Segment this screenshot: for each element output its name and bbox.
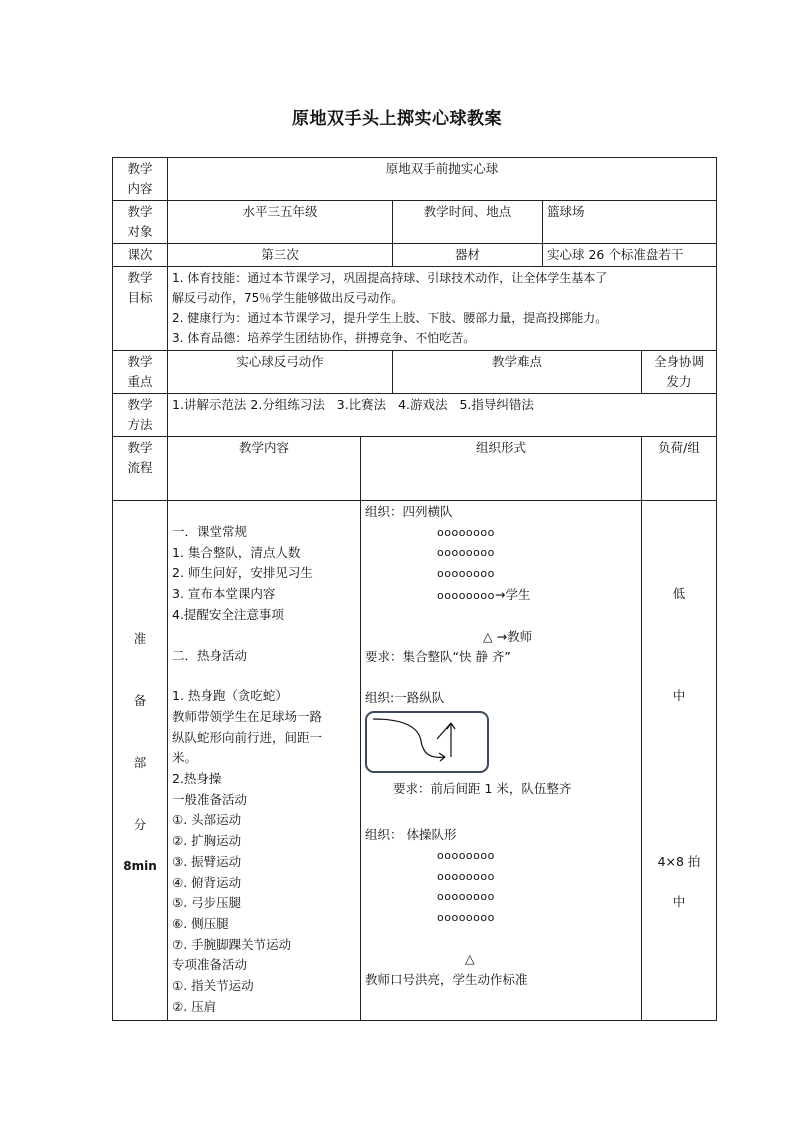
formation-row-4: oooooooo→学生	[437, 586, 531, 602]
teacher-marker: △ →教师	[483, 628, 533, 644]
requirement-1: 要求：集合整队“快 静 齐”	[365, 649, 511, 665]
label-lesson: 课次	[113, 244, 168, 267]
org-1-label: 组织：四列横队	[365, 504, 453, 519]
difficulty-value: 全身协调 发力	[642, 351, 717, 394]
prep-organization	[361, 501, 642, 1021]
content-value: 原地双手前抛实心球	[168, 158, 717, 201]
col-org-header: 组织形式	[361, 437, 642, 501]
target-value: 水平三五年级	[168, 201, 393, 244]
snake-path-icon	[367, 713, 487, 771]
goals-value	[168, 267, 717, 351]
snake-run-diagram	[365, 711, 489, 773]
equip-value: 实心球 26 个标准盘若干	[543, 244, 717, 267]
document-title: 原地双手头上掷实心球教案	[292, 109, 502, 129]
gym-row-2: oooooooo	[437, 869, 495, 883]
prep-part-label: 准 备 部 分 8min	[113, 501, 168, 1021]
label-methods: 教学 方法	[113, 394, 168, 437]
col-content-header: 教学内容	[168, 437, 361, 501]
row-target	[113, 201, 717, 244]
prep-content: 一．课堂常规 1. 集合整队，清点人数 2. 师生问好，安排见习生 3. 宣布本堂课内容 4.提醒安全注意事项 二．热身活动 1. 热身跑（贪吃蛇） 教师带领学生在足球场一路 纵队蛇形向前行进，间距一 米。 2.热身操 一般准备活动 ①. 头部运动 ②. 扩胸运动 ③. 振臂运动 ④. 俯背运动 ⑤. 弓步压腿 ⑥. 侧压腿 ⑦. 手腕脚踝关节运动 专项准备活动 ①. 指关节运动 ②. 压肩	[168, 501, 361, 1021]
lesson-plan-table	[112, 157, 717, 1021]
requirement-3: 教师口号洪亮，学生动作标准	[365, 971, 528, 987]
gym-row-1: oooooooo	[437, 849, 495, 863]
label-flow: 教学 流程	[113, 437, 168, 501]
time-place-label: 教学时间、地点	[393, 201, 543, 244]
formation-row-1: oooooooo	[437, 525, 495, 539]
row-key	[113, 351, 717, 394]
load-low: 低	[672, 586, 686, 601]
goal-1-cont: 解反弓动作，75％学生能够做出反弓动作。	[172, 291, 404, 305]
row-lesson	[113, 244, 717, 267]
label-content: 教学 内容	[113, 158, 168, 201]
goal-1: 1. 体育技能：通过本节课学习，巩固提高持球、引球技术动作，让全体学生基本了	[172, 271, 608, 285]
prep-load	[642, 501, 717, 1021]
load-mid-1: 中	[672, 688, 686, 703]
load-beats: 4×8 拍	[657, 854, 701, 869]
formation-row-3: oooooooo	[437, 567, 495, 581]
methods-value: 1.讲解示范法 2.分组练习法 3.比赛法 4.游戏法 5.指导纠错法	[168, 394, 717, 437]
label-key: 教学 重点	[113, 351, 168, 394]
org-2-label: 组织:一路纵队	[365, 689, 445, 705]
row-goals	[113, 267, 717, 351]
gym-row-4: oooooooo	[437, 911, 495, 925]
difficulty-label: 教学难点	[393, 351, 642, 394]
row-methods	[113, 394, 717, 437]
requirement-2: 要求：前后间距 1 米，队伍整齐	[393, 780, 572, 796]
col-load-header: 负荷/组	[642, 437, 717, 501]
equip-label: 器材	[393, 244, 543, 267]
load-mid-2: 中	[672, 894, 686, 909]
teacher-triangle-icon: △	[483, 628, 493, 644]
row-prep	[113, 501, 717, 1021]
goal-2: 2. 健康行为：通过本节课学习，提升学生上肢、下肢、腰部力量，提高投掷能力。	[172, 311, 608, 325]
teacher-triangle-icon-2: △	[465, 950, 475, 966]
lesson-value: 第三次	[168, 244, 393, 267]
time-place-value: 篮球场	[543, 201, 717, 244]
key-value: 实心球反弓动作	[168, 351, 393, 394]
goal-3: 3. 体育品德：培养学生团结协作，拼搏竞争、不怕吃苦。	[172, 331, 476, 345]
formation-row-2: oooooooo	[437, 546, 495, 560]
gym-row-3: oooooooo	[437, 890, 495, 904]
label-goals: 教学 目标	[113, 267, 168, 351]
row-flow-header	[113, 437, 717, 501]
label-target: 教学 对象	[113, 201, 168, 244]
prep-duration: 8min	[123, 859, 157, 873]
org-3-label: 组织： 体操队形	[365, 827, 457, 843]
row-content	[113, 158, 717, 201]
